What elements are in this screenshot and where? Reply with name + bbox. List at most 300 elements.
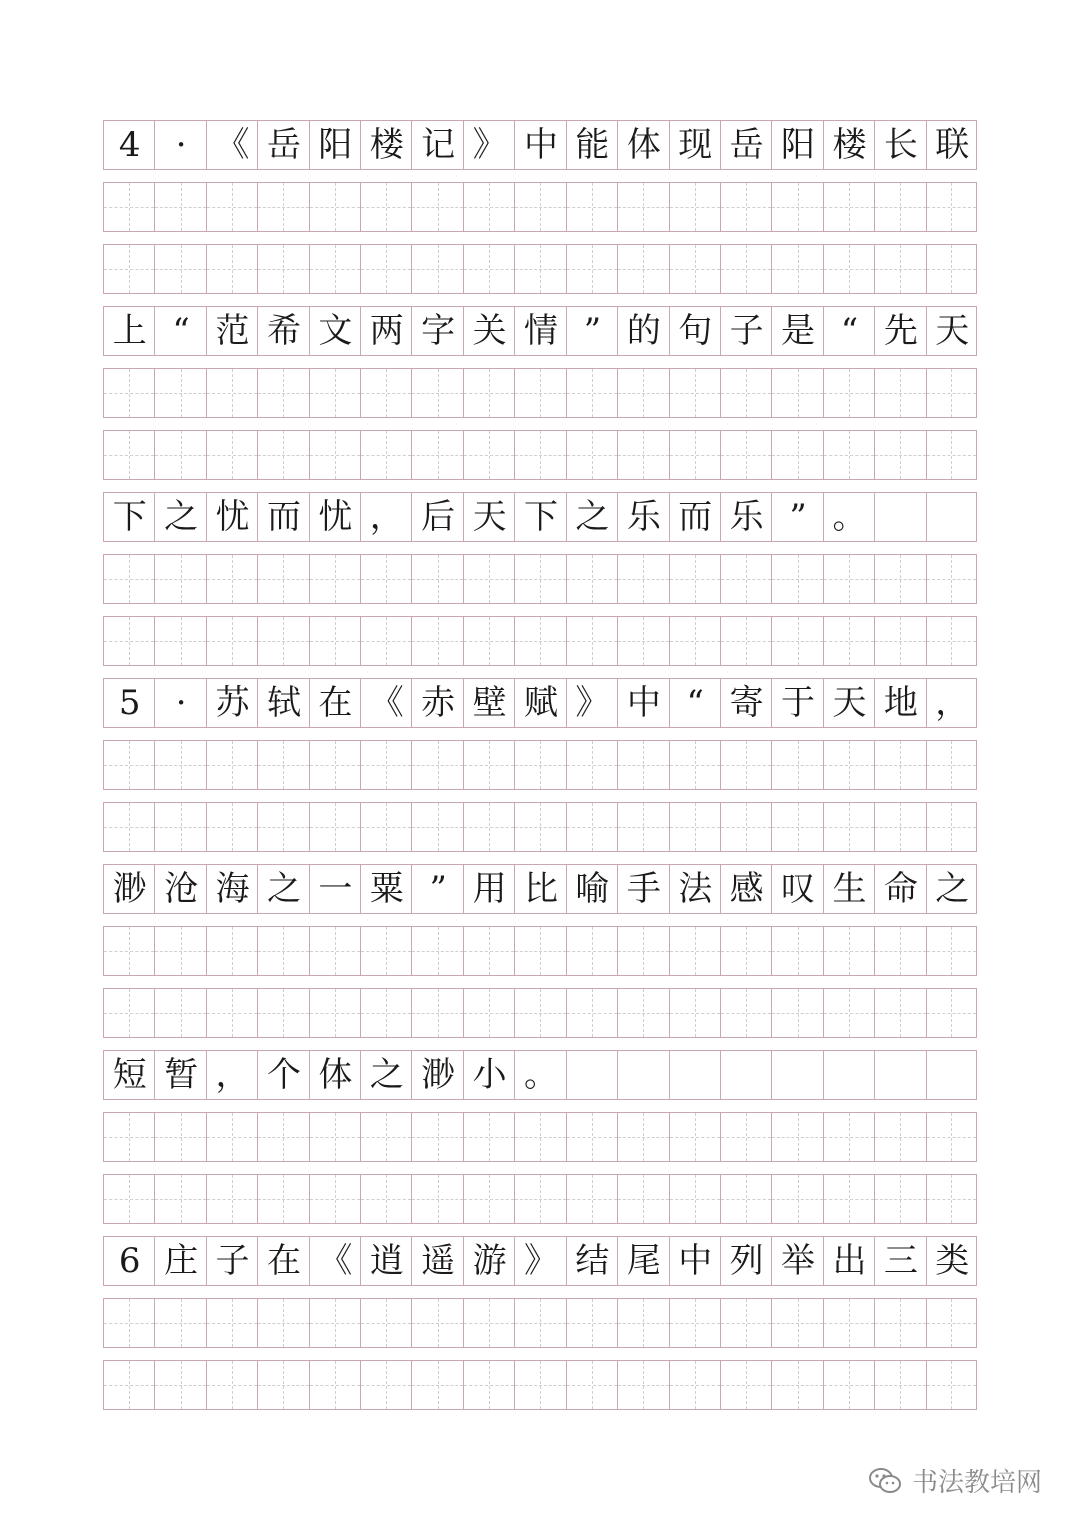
character: “ [172,311,190,351]
grid-cell [154,245,205,293]
grid-cell [823,369,874,417]
grid-cell [720,555,771,603]
character: 三 [883,1241,918,1281]
character: · [175,125,187,165]
grid-cell [309,493,360,541]
grid-cell [926,121,977,169]
character: ” [789,497,807,537]
grid-cell [360,121,411,169]
grid-cell [154,1299,205,1347]
grid-cell [771,1299,822,1347]
grid-cell [669,121,720,169]
character: 子 [215,1241,250,1281]
text-grid-row [103,120,977,170]
grid-cell [926,183,977,231]
practice-grid-row [103,988,977,1038]
grid-cell [463,617,514,665]
grid-cell [669,555,720,603]
grid-cell [103,1113,154,1161]
grid-cell [514,741,565,789]
character: 沧 [164,869,199,909]
character: 下 [112,497,147,537]
character: 法 [678,869,713,909]
grid-cell [103,555,154,603]
grid-cell [669,245,720,293]
grid-cell [411,1361,462,1409]
grid-cell [720,865,771,913]
character: 渺 [421,1055,456,1095]
grid-cell [206,1361,257,1409]
grid-cell [309,245,360,293]
grid-cell [154,865,205,913]
grid-cell [720,1051,771,1099]
grid-cell [360,617,411,665]
character: 。 [523,1055,558,1095]
character: 尾 [626,1241,661,1281]
grid-cell [154,989,205,1037]
character: 体 [626,125,661,165]
grid-cell [823,741,874,789]
grid-cell [257,989,308,1037]
grid-cell [669,927,720,975]
grid-cell [617,1237,668,1285]
character: 《 [215,125,250,165]
grid-cell [566,927,617,975]
grid-cell [874,121,925,169]
grid-cell [926,741,977,789]
character: ” [429,869,447,909]
grid-cell [514,927,565,975]
grid-cell [411,1175,462,1223]
grid-cell [669,1051,720,1099]
character: 而 [678,497,713,537]
grid-cell [103,1299,154,1347]
grid-cell [463,1113,514,1161]
grid-cell [617,803,668,851]
grid-cell [411,1237,462,1285]
grid-cell [823,183,874,231]
grid-cell [154,369,205,417]
grid-cell [617,1175,668,1223]
grid-cell [720,989,771,1037]
grid-cell [720,927,771,975]
grid-cell [360,989,411,1037]
grid-cell [771,741,822,789]
character: 关 [472,311,507,351]
grid-cell [411,431,462,479]
grid-cell [874,1361,925,1409]
grid-cell [566,431,617,479]
grid-cell [309,989,360,1037]
character: 后 [421,497,456,537]
character: 比 [523,869,558,909]
grid-cell [309,183,360,231]
grid-cell [720,617,771,665]
grid-cell [463,989,514,1037]
grid-cell [926,1361,977,1409]
practice-grid-row [103,182,977,232]
grid-cell [206,555,257,603]
character: 能 [575,125,610,165]
grid-cell [617,1051,668,1099]
grid-cell [360,741,411,789]
character: 《 [318,1241,353,1281]
grid-cell [463,369,514,417]
grid-cell [720,493,771,541]
grid-cell [309,431,360,479]
grid-cell [771,369,822,417]
grid-cell [823,989,874,1037]
character [927,493,978,541]
grid-cell [103,1051,154,1099]
character: 上 [112,311,147,351]
grid-cell [257,245,308,293]
character: 的 [626,311,661,351]
character: 下 [523,497,558,537]
grid-cell [771,1051,822,1099]
grid-cell [566,555,617,603]
grid-cell [720,1175,771,1223]
grid-cell [669,617,720,665]
grid-cell [566,1237,617,1285]
character: “ [840,311,859,351]
grid-cell [309,1299,360,1347]
grid-cell [771,1237,822,1285]
grid-cell [771,183,822,231]
character: 小 [472,1055,507,1095]
practice-grid-row [103,616,977,666]
grid-cell [360,1113,411,1161]
grid-cell [771,121,822,169]
grid-cell [154,1113,205,1161]
grid-cell [360,307,411,355]
grid-cell [154,617,205,665]
grid-cell [360,927,411,975]
grid-cell [566,617,617,665]
practice-grid-row [103,430,977,480]
character: 渺 [112,869,147,909]
grid-cell [669,1237,720,1285]
grid-cell [566,493,617,541]
character: 在 [266,1241,301,1281]
character: 岳 [729,125,764,165]
character [721,1051,772,1099]
character: 天 [935,311,970,351]
character: 联 [935,125,970,165]
grid-cell [411,679,462,727]
character: 命 [883,869,918,909]
grid-cell [514,1113,565,1161]
grid-cell [566,369,617,417]
grid-cell [874,1237,925,1285]
grid-cell [771,307,822,355]
grid-cell [309,369,360,417]
grid-cell [617,865,668,913]
practice-grid-row [103,1360,977,1410]
grid-cell [411,803,462,851]
grid-cell [566,679,617,727]
character: 在 [318,683,353,723]
grid-cell [823,1237,874,1285]
grid-cell [669,493,720,541]
grid-cell [206,431,257,479]
grid-cell [514,989,565,1037]
grid-cell [514,1237,565,1285]
character: 长 [883,125,918,165]
grid-cell [154,1237,205,1285]
grid-cell [309,121,360,169]
text-grid-row [103,1236,977,1286]
grid-cell [617,121,668,169]
grid-cell [257,369,308,417]
grid-cell [309,865,360,913]
character: 用 [472,869,507,909]
grid-cell [771,927,822,975]
practice-grid-row [103,740,977,790]
grid-cell [257,1051,308,1099]
grid-cell [257,1299,308,1347]
character: 是 [781,311,816,351]
character: 情 [523,311,558,351]
character: 阳 [781,125,816,165]
character: 5 [118,683,141,723]
grid-cell [154,927,205,975]
practice-grid-row [103,926,977,976]
character: 现 [678,125,713,165]
grid-cell [206,1299,257,1347]
grid-cell [926,307,977,355]
grid-cell [617,679,668,727]
grid-cell [257,1237,308,1285]
character [875,493,926,541]
grid-cell [514,1051,565,1099]
wechat-icon [868,1466,902,1496]
grid-cell [514,1361,565,1409]
grid-cell [103,369,154,417]
grid-cell [617,989,668,1037]
grid-cell [257,183,308,231]
grid-cell [566,121,617,169]
grid-cell [720,369,771,417]
grid-cell [360,1175,411,1223]
grid-cell [823,307,874,355]
grid-cell [874,555,925,603]
grid-cell [309,617,360,665]
grid-cell [720,245,771,293]
practice-grid-row [103,1174,977,1224]
grid-cell [206,989,257,1037]
grid-cell [926,245,977,293]
grid-cell [874,1113,925,1161]
grid-cell [360,1299,411,1347]
grid-cell [411,741,462,789]
grid-cell [566,803,617,851]
grid-cell [566,1299,617,1347]
grid-cell [103,183,154,231]
grid-cell [874,245,925,293]
grid-cell [771,1361,822,1409]
practice-grid-row [103,554,977,604]
grid-cell [669,183,720,231]
grid-cell [514,1175,565,1223]
grid-cell [257,555,308,603]
grid-cell [514,431,565,479]
character [824,1051,875,1099]
character: 范 [215,311,250,351]
character: 。 [832,497,867,537]
grid-cell [514,121,565,169]
character: 之 [369,1055,404,1095]
grid-cell [874,431,925,479]
character: 一 [318,869,353,909]
grid-cell [103,493,154,541]
grid-cell [926,1299,977,1347]
grid-cell [103,989,154,1037]
grid-cell [463,1051,514,1099]
grid-cell [720,121,771,169]
grid-cell [206,1175,257,1223]
character: · [175,683,187,723]
character: 地 [883,683,918,723]
grid-cell [720,1299,771,1347]
grid-cell [823,245,874,293]
grid-cell [309,1175,360,1223]
grid-cell [257,865,308,913]
grid-cell [206,865,257,913]
grid-cell [771,803,822,851]
grid-cell [257,1113,308,1161]
grid-cell [823,865,874,913]
grid-cell [771,555,822,603]
grid-cell [257,617,308,665]
grid-cell [720,307,771,355]
character: 》 [523,1241,558,1281]
grid-cell [874,803,925,851]
grid-cell [771,865,822,913]
grid-cell [669,741,720,789]
grid-cell [617,183,668,231]
grid-cell [566,1175,617,1223]
character: 暂 [164,1055,199,1095]
grid-cell [926,803,977,851]
grid-cell [566,989,617,1037]
grid-cell [257,121,308,169]
grid-cell [463,555,514,603]
grid-cell [411,1113,462,1161]
grid-cell [617,617,668,665]
grid-cell [463,803,514,851]
grid-cell [206,803,257,851]
character: 轼 [266,683,301,723]
character: 中 [626,683,661,723]
grid-cell [926,989,977,1037]
grid-cell [463,493,514,541]
grid-cell [823,803,874,851]
grid-cell [206,1237,257,1285]
grid-cell [309,679,360,727]
grid-cell [617,431,668,479]
grid-cell [926,431,977,479]
grid-cell [926,369,977,417]
grid-cell [309,1237,360,1285]
grid-cell [309,803,360,851]
grid-cell [411,555,462,603]
grid-cell [257,493,308,541]
grid-cell [206,493,257,541]
character: 阳 [318,125,353,165]
character [927,1051,978,1099]
grid-cell [669,865,720,913]
character: 文 [318,311,353,351]
grid-cell [720,431,771,479]
grid-cell [926,679,977,727]
grid-cell [720,1113,771,1161]
grid-cell [257,307,308,355]
grid-cell [771,1113,822,1161]
grid-cell [874,679,925,727]
grid-cell [463,307,514,355]
grid-cell [411,245,462,293]
grid-cell [360,431,411,479]
grid-cell [926,617,977,665]
grid-cell [617,927,668,975]
grid-cell [926,1237,977,1285]
grid-cell [771,989,822,1037]
character: ， [935,683,970,723]
grid-cell [771,617,822,665]
grid-cell [771,679,822,727]
grid-cell [411,1299,462,1347]
grid-cell [514,803,565,851]
character [567,1051,618,1099]
grid-cell [206,741,257,789]
character: ， [369,497,404,537]
grid-cell [926,493,977,541]
grid-cell [823,1175,874,1223]
grid-cell [566,307,617,355]
grid-cell [154,1051,205,1099]
grid-cell [823,121,874,169]
grid-cell [617,493,668,541]
grid-cell [411,183,462,231]
grid-cell [309,1361,360,1409]
grid-cell [566,1051,617,1099]
practice-grid-row [103,368,977,418]
grid-cell [874,989,925,1037]
grid-cell [360,1051,411,1099]
grid-cell [206,679,257,727]
character: 赤 [421,683,456,723]
character [875,1051,926,1099]
character: 之 [935,869,970,909]
grid-cell [463,679,514,727]
grid-cell [566,245,617,293]
grid-cell [103,245,154,293]
character: 天 [832,683,867,723]
character: 个 [266,1055,301,1095]
grid-cell [771,245,822,293]
grid-cell [514,245,565,293]
grid-cell [823,679,874,727]
grid-cell [669,369,720,417]
grid-cell [514,617,565,665]
character: 体 [318,1055,353,1095]
grid-cell [823,1299,874,1347]
grid-cell [669,679,720,727]
character: 《 [369,683,404,723]
grid-cell [926,1113,977,1161]
grid-cell [103,741,154,789]
